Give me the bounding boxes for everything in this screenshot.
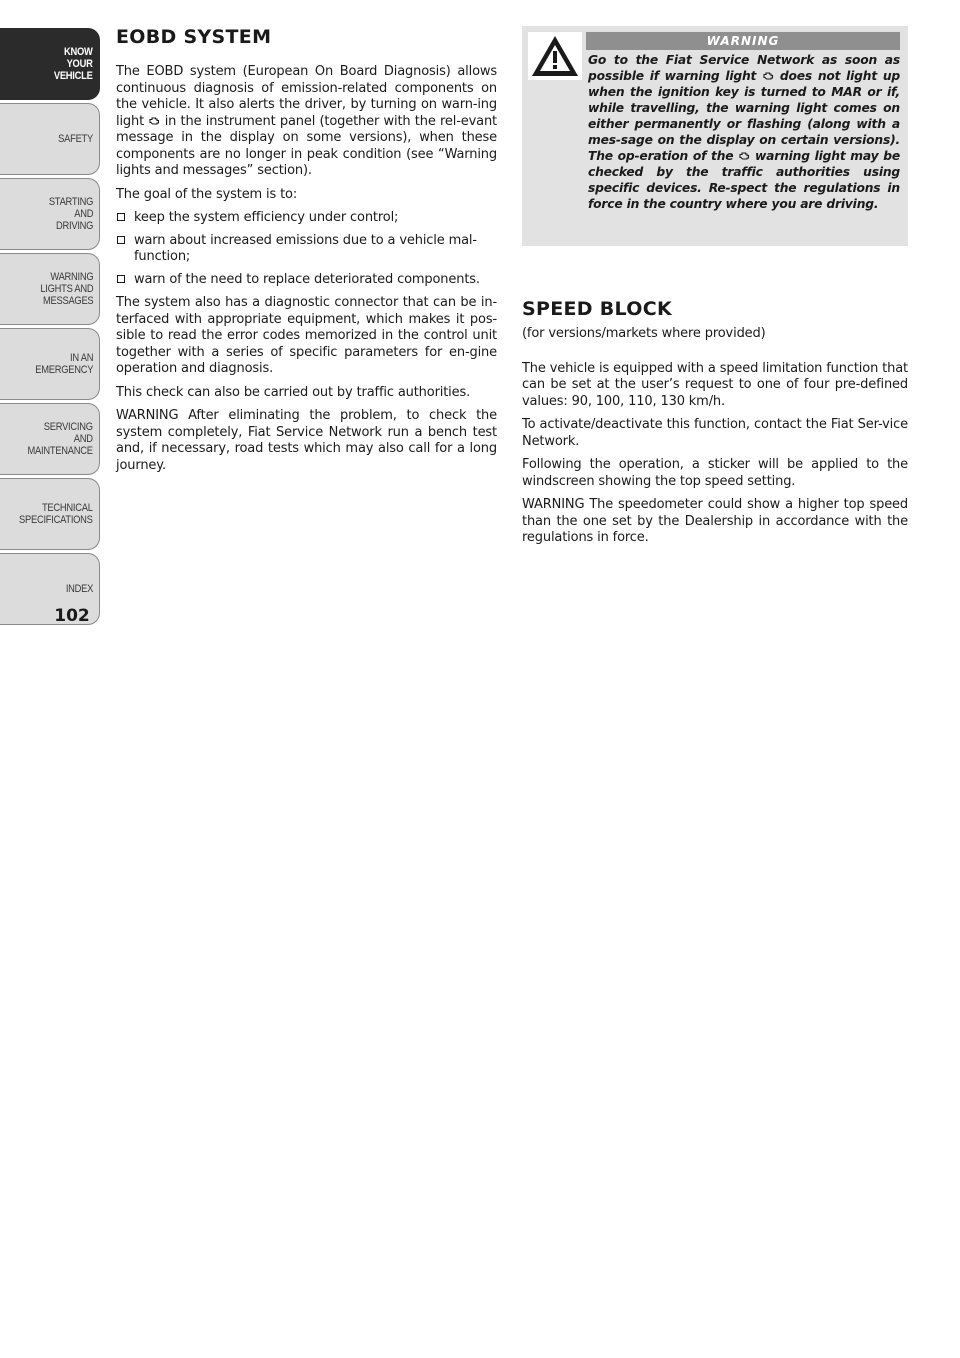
warning-box — [522, 26, 908, 246]
eobd-check-paragraph: This check can also be carried out by traffic authorities. — [116, 384, 471, 400]
engine-check-icon — [738, 151, 750, 161]
tab-technical-specifications[interactable] — [0, 478, 100, 550]
warning-text — [588, 52, 900, 212]
speed-block-paragraph: WARNING The speedometer could show a higher top speed than the one set by the Dealership in accordance with the regulations in force. — [522, 497, 908, 545]
eobd-intro-part-2: in the instrument panel (together with the rel-evant message in the display on some versions), when these components are no longer in peak condition (see “Warning lights and messages” section). — [116, 113, 497, 178]
tab-safety[interactable] — [0, 103, 100, 175]
tab-label: STARTING AND DRIVING — [48, 196, 93, 232]
eobd-intro-part-1: The EOBD system (European On Board Diagnosis) allows continuous diagnosis of emission-related components on the vehicle. It also alerts the driver, by turning on warn-ing light — [116, 64, 497, 129]
engine-check-icon — [148, 116, 160, 126]
tab-label: KNOW YOUR VEHICLE — [54, 46, 93, 82]
speed-block-section — [522, 298, 908, 547]
speed-block-paragraph: The vehicle is equipped with a speed limitation function that can be set at the user’s request to one of four pre-defined values: 90, 100, 110, 130 km/h. — [522, 360, 908, 409]
speed-block-paragraph: To activate/deactivate this function, contact the Fiat Ser-vice Network. — [522, 417, 908, 449]
tab-warning-lights[interactable] — [0, 253, 100, 325]
warning-text-part-2: does not light up when the ignition key is turned to MAR or if, while travelling, the warning light comes on either permanently or flashing (along with a mes-sage on the display on certain versions). The op-eration of the — [588, 69, 900, 163]
tab-label: SAFETY — [58, 133, 93, 145]
tab-label: WARNING LIGHTS AND MESSAGES — [39, 271, 93, 307]
engine-check-icon — [762, 71, 774, 81]
tab-servicing[interactable] — [0, 403, 100, 475]
list-item: keep the system efficiency under control; — [116, 210, 497, 227]
list-item: warn of the need to replace deteriorated components. — [116, 272, 497, 289]
tab-label: SERVICING AND MAINTENANCE — [27, 421, 93, 457]
tab-starting-and-driving[interactable] — [0, 178, 100, 250]
right-column — [522, 26, 908, 554]
tab-label: TECHNICAL SPECIFICATIONS — [19, 502, 93, 526]
speed-block-subtitle: (for versions/markets where provided) — [522, 326, 766, 341]
eobd-title: EOBD SYSTEM — [116, 26, 272, 48]
warning-triangle-icon — [528, 32, 582, 80]
eobd-warning-paragraph: WARNING After eliminating the problem, to check the system completely, Fiat Service Network run a bench test and, if necessary, road tests which may also call for a long journey. — [116, 408, 497, 473]
page-number: 102 — [54, 606, 90, 626]
speed-block-title: SPEED BLOCK — [522, 298, 672, 320]
warning-text-part-1: Go to the Fiat Service Network as soon as possible if warning light — [588, 53, 900, 83]
tab-know-your-vehicle[interactable] — [0, 28, 100, 100]
tab-in-an-emergency[interactable] — [0, 328, 100, 400]
warning-header: WARNING — [586, 32, 900, 50]
eobd-connector-paragraph: The system also has a diagnostic connector that can be in-terfaced with appropriate equipment, which makes it pos-sible to read the error codes memorized in the control unit together with a series of specific parameters for en-gine operation and diagnosis. — [116, 295, 497, 376]
eobd-goal-list — [116, 210, 497, 288]
list-item: warn about increased emissions due to a vehicle mal-function; — [116, 233, 497, 266]
tab-label: IN AN EMERGENCY — [35, 352, 93, 376]
eobd-section — [116, 26, 497, 481]
tab-label: INDEX — [65, 583, 93, 595]
eobd-intro — [116, 64, 497, 180]
eobd-goal: The goal of the system is to: — [116, 186, 298, 202]
warning-text-part-3: warning light may be checked by the traffic authorities using specific devices. Re-spect the regulations in force in the country where you are driving. — [588, 149, 900, 211]
speed-block-paragraph: Following the operation, a sticker will be applied to the windscreen showing the top speed setting. — [522, 457, 908, 489]
